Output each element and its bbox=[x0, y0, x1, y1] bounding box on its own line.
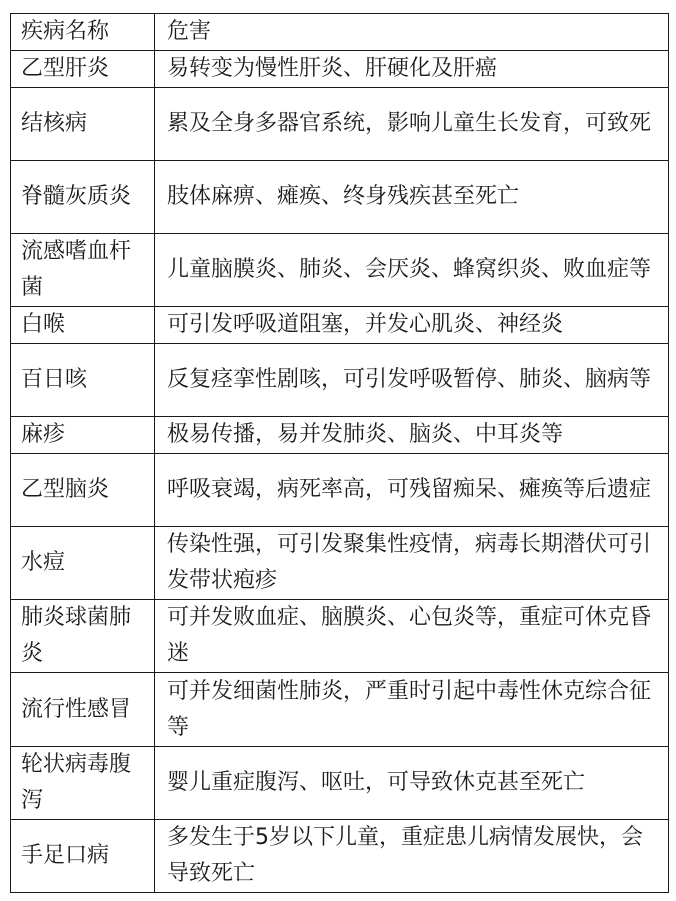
disease-name-cell: 水痘 bbox=[11, 527, 155, 600]
table-row bbox=[11, 161, 669, 234]
disease-name-cell: 白喉 bbox=[11, 307, 155, 344]
harm-cell: 极易传播，易并发肺炎、脑炎、中耳炎等 bbox=[155, 417, 669, 454]
disease-name-cell: 乙型脑炎 bbox=[11, 454, 155, 527]
table-row bbox=[11, 600, 669, 673]
disease-name-cell: 手足口病 bbox=[11, 820, 155, 893]
disease-name-cell: 流行性感冒 bbox=[11, 673, 155, 747]
table-row bbox=[11, 527, 669, 600]
disease-name-cell: 肺炎球菌肺炎 bbox=[11, 600, 155, 673]
table-row bbox=[11, 88, 669, 161]
disease-name-cell: 轮状病毒腹泻 bbox=[11, 747, 155, 820]
harm-cell: 累及全身多器官系统，影响儿童生长发育，可致死 bbox=[155, 88, 669, 161]
disease-name-cell: 流感嗜血杆菌 bbox=[11, 234, 155, 307]
harm-cell: 反复痉挛性剧咳，可引发呼吸暂停、肺炎、脑病等 bbox=[155, 344, 669, 417]
disease-name-cell: 乙型肝炎 bbox=[11, 51, 155, 88]
harm-cell: 呼吸衰竭，病死率高，可残留痴呆、瘫痪等后遗症 bbox=[155, 454, 669, 527]
disease-name-cell: 百日咳 bbox=[11, 344, 155, 417]
disease-name-cell: 麻疹 bbox=[11, 417, 155, 454]
harm-cell: 多发生于5岁以下儿童，重症患儿病情发展快，会导致死亡 bbox=[155, 820, 669, 893]
disease-name-cell: 结核病 bbox=[11, 88, 155, 161]
table-header-row bbox=[11, 14, 669, 51]
table-row bbox=[11, 673, 669, 747]
table-row bbox=[11, 820, 669, 893]
table-row bbox=[11, 344, 669, 417]
table-row bbox=[11, 454, 669, 527]
disease-harm-table bbox=[10, 13, 669, 893]
table-row bbox=[11, 51, 669, 88]
header-harm: 危害 bbox=[155, 14, 669, 51]
table-row bbox=[11, 307, 669, 344]
header-disease-name: 疾病名称 bbox=[11, 14, 155, 51]
harm-cell: 易转变为慢性肝炎、肝硬化及肝癌 bbox=[155, 51, 669, 88]
harm-cell: 传染性强，可引发聚集性疫情，病毒长期潜伏可引发带状疱疹 bbox=[155, 527, 669, 600]
table-row bbox=[11, 234, 669, 307]
table-row bbox=[11, 417, 669, 454]
harm-cell: 可并发细菌性肺炎，严重时引起中毒性休克综合征等 bbox=[155, 673, 669, 747]
harm-cell: 可并发败血症、脑膜炎、心包炎等，重症可休克昏迷 bbox=[155, 600, 669, 673]
disease-name-cell: 脊髓灰质炎 bbox=[11, 161, 155, 234]
harm-cell: 肢体麻痹、瘫痪、终身残疾甚至死亡 bbox=[155, 161, 669, 234]
table-row bbox=[11, 747, 669, 820]
harm-cell: 可引发呼吸道阻塞，并发心肌炎、神经炎 bbox=[155, 307, 669, 344]
harm-cell: 婴儿重症腹泻、呕吐，可导致休克甚至死亡 bbox=[155, 747, 669, 820]
harm-cell: 儿童脑膜炎、肺炎、会厌炎、蜂窝织炎、败血症等 bbox=[155, 234, 669, 307]
